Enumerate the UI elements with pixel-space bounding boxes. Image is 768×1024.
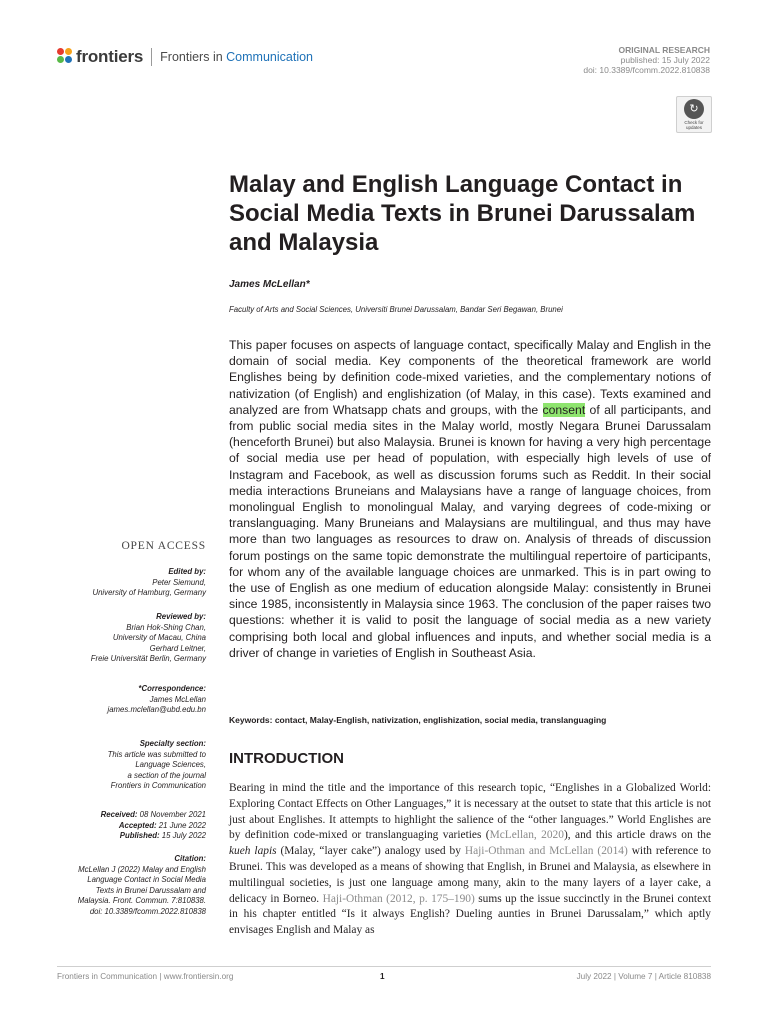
author[interactable]: James McLellan*	[229, 279, 310, 290]
article-type: ORIGINAL RESEARCH	[618, 45, 710, 55]
published-date-side: 15 July 2022	[161, 831, 206, 841]
citation-line: Language Contact in Social Media	[87, 875, 206, 885]
received-date: 08 November 2021	[139, 810, 206, 819]
specialty-block	[50, 739, 206, 792]
reviewer-affiliation: University of Macau, China	[112, 633, 206, 643]
malay-term: kueh lapis	[229, 845, 277, 858]
accepted-row	[50, 821, 206, 832]
corresponding-author: James McLellan	[149, 694, 206, 704]
corresponding-email[interactable]: james.mclellan@ubd.edu.bn	[107, 705, 206, 715]
keywords: Keywords: contact, Malay-English, nativization, englishization, social media, translanguaging	[229, 715, 607, 725]
intro-text: (Malay, “layer cake”) analogy used by	[276, 845, 465, 858]
specialty-label: Specialty section:	[139, 739, 206, 748]
published-label: Published:	[119, 831, 160, 841]
publisher-name: frontiers	[76, 47, 144, 66]
footer-journal-link[interactable]: Frontiers in Communication | www.frontiersin.org	[57, 972, 234, 981]
dates-block	[50, 810, 206, 842]
reviewed-by-label: Reviewed by:	[156, 612, 206, 621]
intro-text: with reference to Brunei. This was developed as a means of showing that English, in Brunei and Malaysia, as elsewhere in multilingual societies, is just one language among many, akin to the many layers of a layer cake, a delicacy in Borneo.	[229, 845, 711, 905]
intro-text: Bearing in mind the title and the importance of this research topic, “Englishes in a Globalized World: Exploring Contact Effects on Other Languages,” it is necessary at the outset to state that this article is not just about Englishes. It attempts to highlight the salience of the “other languages.” World Englishes are by definition code-mixed or translanguaging varieties (	[229, 782, 711, 842]
reviewed-by-block	[50, 612, 206, 665]
specialty-line: Frontiers in Communication	[110, 781, 206, 791]
doi[interactable]: doi: 10.3389/fcomm.2022.810838	[583, 65, 710, 75]
abstract-text: This paper focuses on aspects of language contact, specifically Malay and English in the domain of social media. Key components of the theoretical framework are world Englishes being by definition code-mixed varieties, and the complementary notions of nativization (of English) and englishization (of Malay, in this case). Texts examined and analyzed are from Whatsapp chats and groups, with the	[229, 338, 711, 417]
edited-by-label: Edited by:	[168, 567, 206, 576]
footer-divider	[57, 966, 711, 967]
citation-doi[interactable]: doi: 10.3389/fcomm.2022.810838	[89, 906, 206, 916]
logo-divider	[151, 48, 152, 66]
abstract	[229, 337, 711, 661]
abstract-text-cont: of all participants, and from public social media sites in the Malay world, mostly Negara Brunei Darussalam (henceforth Brunei) but also Malaysia. Brunei is known for having a very high percentage of social media use per head of population, with especially high levels of use of Instagram and Facebook, as well as discussion forums such as Reddit. In their social media interactions Bruneians and Malaysians have a range of language choices, from monolingual English to monolingual Malay, and varying degrees of code-mixing or translanguaging. Many Bruneians and Malaysians are multilingual, and thus may have more than two languages as resources to draw on. Analysis of threads of discussion forum postings on the same topic demonstrate the multilingual repertoire of participants, for whom any of the available language choices are unmarked. This is in part owing to the use of English as one medium of education alongside Malay: consistently in Brunei since 1985, inconsistently in Malaysia since 1963. The conclusion of the paper raises two questions: whether it is valid to posit the language of social media as a new variety comprising both local and global influences and inputs, and whether social media is a driver of change in varieties of English in Southeast Asia.	[229, 402, 711, 660]
page-number: 1	[380, 972, 385, 981]
editor-name[interactable]: Peter Siemund,	[152, 577, 206, 587]
specialty-line: Language Sciences,	[135, 760, 206, 770]
editor-affiliation: University of Hamburg, Germany	[92, 588, 206, 598]
article-meta	[583, 45, 710, 75]
journal-accent: Communication	[226, 50, 313, 64]
received-row	[50, 810, 206, 821]
accepted-label: Accepted:	[118, 820, 157, 830]
publisher-logo[interactable]	[57, 47, 313, 67]
published-row	[50, 831, 206, 842]
citation-link[interactable]: Haji-Othman (2012, p. 175–190)	[322, 892, 475, 905]
correspondence-block	[50, 684, 206, 716]
reviewer-affiliation: Freie Universität Berlin, Germany	[90, 654, 206, 664]
journal-prefix: Frontiers in	[160, 50, 227, 64]
article-title: Malay and English Language Contact in Social Media Texts in Brunei Darussalam and Malaysia	[229, 171, 696, 256]
affiliation: Faculty of Arts and Social Sciences, Universiti Brunei Darussalam, Bandar Seri Begawan, Brunei	[229, 305, 563, 314]
reviewer-name[interactable]: Brian Hok-Shing Chan,	[126, 622, 206, 632]
citation-link[interactable]: Haji-Othman and McLellan (2014)	[464, 845, 628, 858]
introduction-paragraph	[229, 781, 711, 939]
frontiers-logo-icon	[57, 48, 73, 66]
citation-line: McLellan J (2022) Malay and English	[78, 864, 206, 874]
open-access-label: OPEN ACCESS	[121, 540, 206, 552]
citation-link[interactable]: McLellan, 2020	[489, 829, 564, 842]
citation-label: Citation:	[174, 854, 206, 863]
section-heading-introduction: INTRODUCTION	[229, 750, 344, 767]
edited-by-block	[50, 567, 206, 599]
citation-block	[50, 854, 206, 918]
citation-line: Malaysia. Front. Commun. 7:810838.	[77, 896, 206, 906]
intro-text: ), and this article draws on the	[563, 829, 711, 842]
check-for-updates-button[interactable]	[676, 96, 712, 133]
reviewer-name[interactable]: Gerhard Leitner,	[149, 643, 206, 653]
check-updates-label: Check for updates	[684, 120, 704, 130]
intro-text: sums up the issue succinctly in the Brunei context in his chapter entitled “Is it always English? Dueling aunties in Brunei Darussalam,” which aptly envisages English and Malay as	[229, 892, 712, 937]
received-label: Received:	[100, 810, 138, 819]
journal-name	[160, 50, 313, 64]
correspondence-label: *Correspondence:	[138, 684, 206, 693]
specialty-line: This article was submitted to	[107, 749, 206, 759]
highlighted-term: consent	[542, 402, 586, 417]
published-date: published: 15 July 2022	[620, 55, 710, 65]
specialty-line: a section of the journal	[127, 770, 206, 780]
citation-line: Texts in Brunei Darussalam and	[95, 885, 206, 895]
footer-issue-info: July 2022 | Volume 7 | Article 810838	[576, 972, 711, 981]
refresh-icon: ↻	[684, 99, 704, 119]
accepted-date: 21 June 2022	[158, 820, 206, 830]
